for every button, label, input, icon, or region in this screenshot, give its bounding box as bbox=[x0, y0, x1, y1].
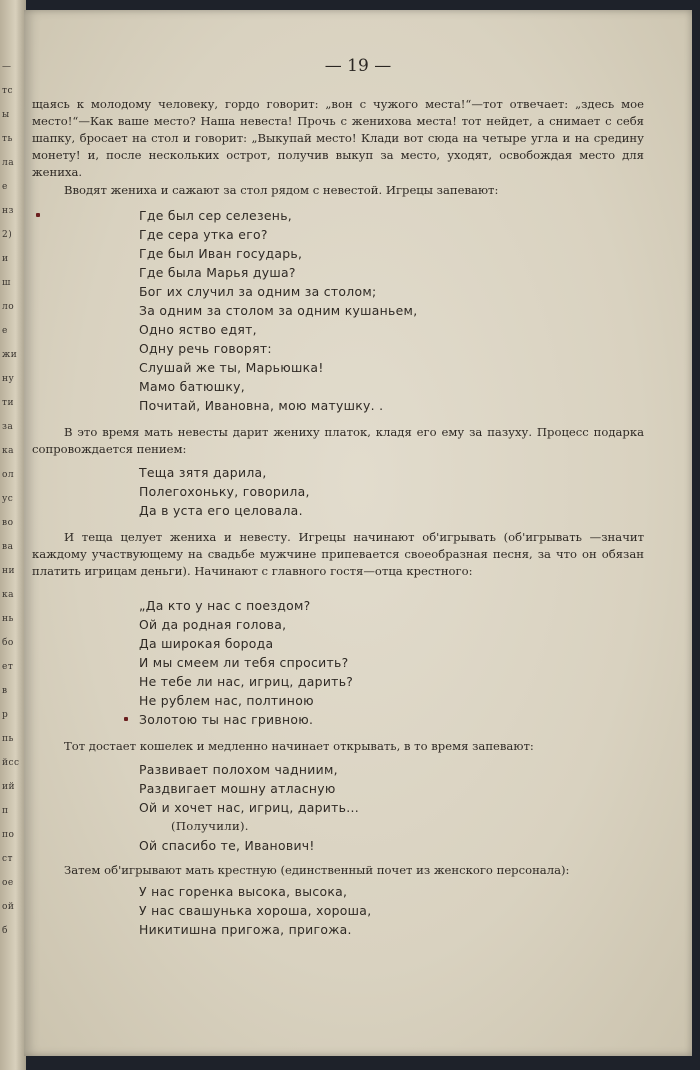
adjacent-page-text-fragment: за bbox=[2, 422, 14, 432]
adjacent-page-text-fragment: пь bbox=[2, 734, 14, 744]
adjacent-page-text-fragment: ое bbox=[2, 878, 14, 888]
verse-line: У нас горенка высока, высока, bbox=[139, 884, 348, 899]
verse-line: „Да кто у нас с поездом? bbox=[139, 598, 311, 613]
adjacent-page-text-fragment: по bbox=[2, 830, 15, 840]
adjacent-page-text-fragment: е bbox=[2, 182, 8, 192]
paragraph-godmother: Затем об'игрывают мать крестную (единственный почет из женского персонала): bbox=[64, 863, 570, 877]
verse-line: Одно яство едят, bbox=[139, 322, 257, 337]
verse-line: Одну речь говорят: bbox=[139, 341, 272, 356]
verse-line: Бог их случил за одним за столом; bbox=[139, 284, 377, 299]
adjacent-page-text-fragment: нз bbox=[2, 206, 14, 216]
adjacent-page-text-fragment: ла bbox=[2, 158, 15, 168]
page-number: — 19 — bbox=[324, 56, 392, 76]
ink-mark bbox=[36, 213, 40, 217]
book-page bbox=[24, 10, 692, 1056]
verse-line: Теща зятя дарила, bbox=[139, 465, 267, 480]
verse-line: Ой спасибо те, Иванович! bbox=[139, 838, 315, 853]
verse-song-4 bbox=[139, 760, 359, 855]
adjacent-page-text-fragment: ка bbox=[2, 590, 14, 600]
adjacent-page-text-fragment: 2) bbox=[2, 230, 13, 240]
adjacent-page-text-fragment: е bbox=[2, 326, 8, 336]
ink-mark bbox=[124, 717, 128, 721]
adjacent-page-text-fragment: ну bbox=[2, 374, 15, 384]
adjacent-page-text-fragment: бо bbox=[2, 638, 14, 648]
verse-song-1 bbox=[139, 206, 417, 415]
adjacent-page-text-fragment: ш bbox=[2, 278, 11, 288]
verse-line: И мы смеем ли тебя спросить? bbox=[139, 655, 349, 670]
adjacent-page-text-fragment: и bbox=[2, 254, 9, 264]
verse-line: Да в уста его целовала. bbox=[139, 503, 303, 518]
verse-line: Никитишна пригожа, пригожа. bbox=[139, 922, 352, 937]
verse-line: Золотою ты нас гривною. bbox=[139, 712, 314, 727]
adjacent-page-text-fragment: ти bbox=[2, 398, 14, 408]
adjacent-page-text-fragment: р bbox=[2, 710, 9, 720]
adjacent-page-text-fragment: — bbox=[2, 62, 12, 72]
adjacent-page-text-fragment: в bbox=[2, 686, 8, 696]
adjacent-page-text-fragment: п bbox=[2, 806, 9, 816]
paragraph-obigryvat: И теща целует жениха и невесту. Игрецы начинают об'игрывать (об'игрывать —значит каждому участвующему на свадьбе мужчине припевается своеобразная песня, за что он обязан платить игрицам деньги). Начинают с главного гостя—отца крестного: bbox=[32, 530, 644, 578]
adjacent-page-text-fragment: ка bbox=[2, 446, 14, 456]
adjacent-page-text-fragment: ни bbox=[2, 566, 15, 576]
paragraph-continuation: щаясь к молодому человеку, гордо говорит: „вон с чужого места!“—тот отвечает: „здесь мое место!“—Как ваше место? Наша невеста! Прочь с жениховa места! тот нейдет, а снимает с себя шапку, бросает на стол и говорит: „Выкупай место! Клади вот сюда на четыре угла и на средину монету! и, после нескольких острот, получив выкуп за место, уходят, освобождая место для жениха. bbox=[32, 97, 644, 179]
adjacent-page-text-fragment: ет bbox=[2, 662, 14, 672]
verse-line: Где был сер селезень, bbox=[139, 208, 293, 223]
adjacent-page-text-fragment: ст bbox=[2, 854, 14, 864]
verse-line: У нас свашунька хороша, хороша, bbox=[139, 903, 372, 918]
verse-line: Почитай, Ивановна, мою матушку. . bbox=[139, 398, 384, 413]
adjacent-page-text-fragment: ть bbox=[2, 134, 13, 144]
verse-song-5 bbox=[139, 882, 371, 939]
adjacent-page-text-fragment: б bbox=[2, 926, 8, 936]
adjacent-page-text-fragment: ус bbox=[2, 494, 14, 504]
verse-line: Где был Иван государь, bbox=[139, 246, 303, 261]
verse-line: Не тебе ли нас, игриц, дарить? bbox=[139, 674, 354, 689]
verse-line: Где была Марья душа? bbox=[139, 265, 296, 280]
adjacent-page-text-fragment: ва bbox=[2, 542, 14, 552]
adjacent-page-text-fragment: жи bbox=[2, 350, 18, 360]
verse-line: Слушай же ты, Марьюшка! bbox=[139, 360, 324, 375]
adjacent-page-text-fragment: ой bbox=[2, 902, 15, 912]
paragraph-purse: Тот достает кошелек и медленно начинает открывать, в то время запевают: bbox=[64, 739, 534, 753]
verse-line: Раздвигает мошну атласную bbox=[139, 781, 336, 796]
adjacent-page-text-fragment: тс bbox=[2, 86, 14, 96]
adjacent-page-text-fragment: во bbox=[2, 518, 14, 528]
adjacent-page-text-fragment: ий bbox=[2, 782, 15, 792]
verse-line: Да широкая борода bbox=[139, 636, 274, 651]
paragraph-introduce-groom: Вводят жениха и сажают за стол рядом с невестой. Игрецы запевают: bbox=[64, 183, 499, 197]
paragraph-mother-gift: В это время мать невесты дарит жениху платок, кладя его ему за пазуху. Процесс подарка сопровождается пением: bbox=[32, 425, 644, 456]
verse-line: Ой и хочет нас, игриц, дарить... bbox=[139, 800, 359, 815]
verse-line: За одним за столом за одним кушаньем, bbox=[139, 303, 418, 318]
verse-line: Развивает полохом чадниим, bbox=[139, 762, 338, 777]
verse-line: Не рублем нас, полтиною bbox=[139, 693, 314, 708]
verse-song-3 bbox=[139, 596, 353, 729]
verse-line: Ой да родная голова, bbox=[139, 617, 287, 632]
verse-line: Мамо батюшку, bbox=[139, 379, 246, 394]
verse-line: Где сера утка его? bbox=[139, 227, 268, 242]
adjacent-page-text-fragment: ы bbox=[2, 110, 10, 120]
verse-song-2 bbox=[139, 463, 310, 520]
adjacent-page-edge bbox=[0, 0, 26, 1070]
adjacent-page-text-fragment: нь bbox=[2, 614, 14, 624]
adjacent-page-text-fragment: ол bbox=[2, 470, 15, 480]
adjacent-page-text-fragment: йсс bbox=[2, 758, 20, 768]
adjacent-page-text-fragment: ло bbox=[2, 302, 15, 312]
verse-line: Полегохоньку, говорила, bbox=[139, 484, 310, 499]
verse-stage-note: (Получили). bbox=[171, 819, 249, 833]
